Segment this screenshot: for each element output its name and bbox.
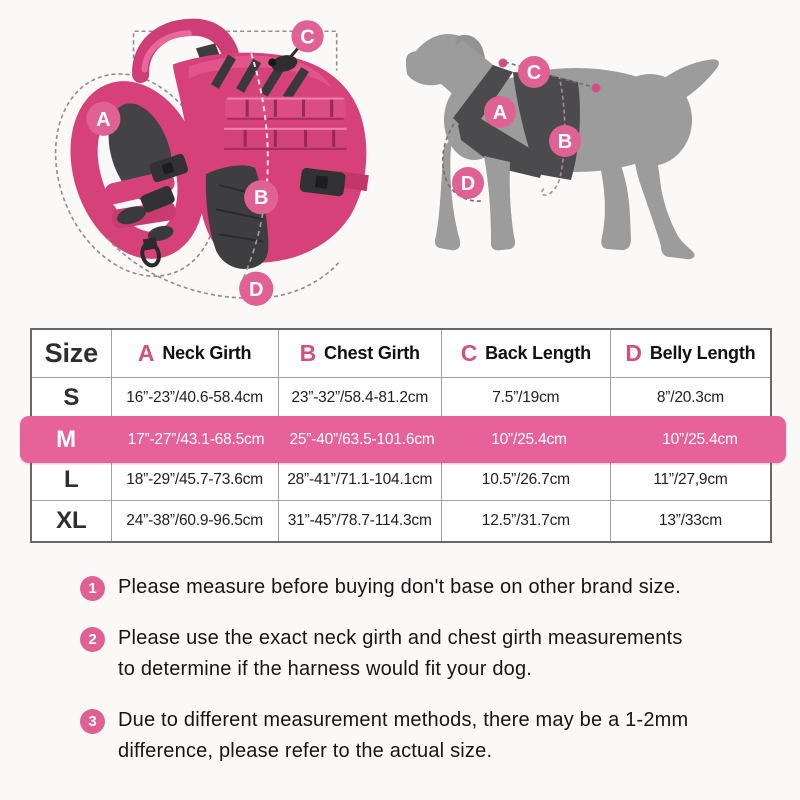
- row-s-size: S: [32, 378, 112, 418]
- header-neck-girth: [112, 330, 279, 377]
- header-back-letter: C: [460, 340, 478, 366]
- row-xl-neck: 24”-38”/60.9-96.5cm: [112, 501, 279, 541]
- harness-label-c-text: C: [300, 26, 315, 49]
- harness-illustration: [38, 6, 390, 318]
- note-1-text: Please measure before buying don't base on other brand size.: [118, 576, 681, 598]
- row-l-chest: 28”-41”/71.1-104.1cm: [279, 460, 442, 500]
- row-m-back: 10”/25.4cm: [491, 430, 567, 448]
- header-neck-letter: A: [137, 340, 155, 366]
- dog-label-d-text: D: [460, 173, 476, 195]
- header-chest-label: Chest Girth: [324, 343, 420, 363]
- header-chest-girth: [279, 330, 442, 377]
- row-s-neck: 16”-23”/40.6-58.4cm: [112, 378, 279, 418]
- row-xl-belly: 13”/33cm: [658, 512, 722, 529]
- dog-measurement-diagram: [398, 8, 773, 293]
- dog-label-a-text: A: [492, 102, 508, 124]
- harness-label-c: [291, 20, 323, 52]
- row-m-size: M: [56, 425, 76, 453]
- harness-label-a-text: A: [96, 108, 111, 131]
- dog-label-b-text: B: [557, 131, 573, 153]
- table-row-s: [32, 377, 770, 418]
- note-3-number-badge: 3: [80, 709, 105, 734]
- header-size-label: Size: [44, 338, 98, 368]
- row-l-belly: 11”/27,9cm: [653, 471, 728, 488]
- highlighted-row-m: [20, 416, 786, 463]
- note-2-number-badge: 2: [80, 627, 105, 652]
- size-table: [30, 328, 772, 543]
- dog-label-b: [549, 125, 581, 157]
- table-row-m: [32, 418, 770, 459]
- measurement-notes: [80, 572, 752, 787]
- row-xl-size: XL: [32, 501, 112, 541]
- header-belly-length: [611, 330, 770, 377]
- header-back-length: [442, 330, 611, 377]
- row-l-back: 10.5”/26.7cm: [442, 460, 611, 500]
- harness-label-b-text: B: [254, 187, 269, 210]
- size-table-header-row: [32, 330, 770, 377]
- row-l-neck: 18”-29”/45.7-73.6cm: [112, 460, 279, 500]
- row-s-back: 7.5”/19cm: [442, 378, 611, 418]
- dog-label-d: [452, 167, 484, 199]
- header-neck-label: Neck Girth: [162, 343, 252, 363]
- row-m-neck: 17”-27”/43.1-68.5cm: [127, 430, 265, 448]
- harness-label-a: [86, 102, 120, 136]
- note-3-text: Due to different measurement methods, there may be a 1-2mm difference, please refer to the actual size.: [118, 709, 689, 762]
- row-s-belly: 8”/20.3cm: [656, 389, 724, 406]
- table-row-xl: [32, 500, 770, 541]
- table-row-l: [32, 459, 770, 500]
- row-s-chest: 23”-32”/58.4-81.2cm: [279, 378, 442, 418]
- dog-label-a: [484, 96, 516, 128]
- note-2-text: Please use the exact neck girth and chest girth measurements to determine if the harness would fit your dog.: [118, 627, 683, 680]
- harness-label-d-text: D: [248, 278, 264, 301]
- header-belly-letter: D: [625, 340, 642, 366]
- header-belly-label: Belly Length: [649, 343, 756, 363]
- header-size: [32, 330, 112, 377]
- dog-label-c-text: C: [526, 62, 542, 84]
- note-1-number-badge: 1: [80, 576, 105, 601]
- harness-label-d: [239, 272, 273, 306]
- row-xl-chest: 31”-45”/78.7-114.3cm: [279, 501, 442, 541]
- row-xl-back: 12.5”/31.7cm: [442, 501, 611, 541]
- dog-label-c: [518, 56, 550, 88]
- note-2: [80, 623, 752, 685]
- row-l-size: L: [32, 460, 112, 500]
- note-1: [80, 572, 752, 603]
- row-m-chest: 25”-40”/63.5-101.6cm: [289, 430, 435, 448]
- note-3: [80, 705, 752, 767]
- harness-label-b: [244, 180, 278, 214]
- header-chest-letter: B: [299, 340, 317, 366]
- row-m-belly: 10”/25.4cm: [662, 430, 738, 448]
- header-back-label: Back Length: [485, 343, 591, 363]
